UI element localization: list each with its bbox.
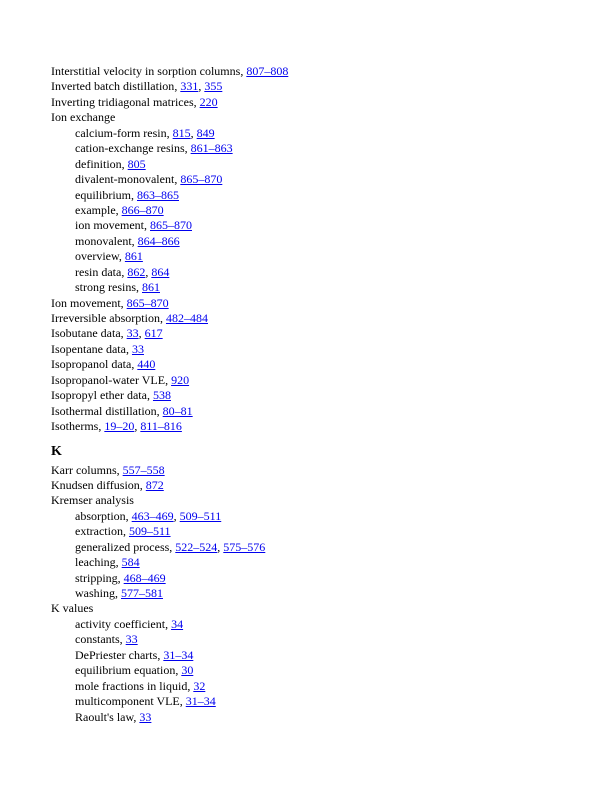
page-link[interactable]: 864–866	[137, 233, 180, 248]
index-term: K values	[51, 601, 94, 616]
page-link[interactable]: 577–581	[121, 586, 163, 600]
index-list	[51, 64, 591, 725]
index-subentry-strong-resins: strong resins, 861	[75, 280, 160, 295]
page-link[interactable]: 584	[121, 555, 140, 570]
page-link[interactable]: 872	[145, 477, 164, 492]
index-subentry-constants: constants, 33	[75, 632, 138, 647]
index-entry-isothermal-distillation: Isothermal distillation, 80–81	[51, 403, 193, 418]
index-subentry-overview: overview, 861	[75, 249, 143, 264]
index-subentry-definition: definition, 805	[75, 156, 146, 171]
page-link[interactable]: 440	[137, 357, 156, 372]
page-link[interactable]: 33	[126, 326, 139, 341]
index-term: multicomponent VLE	[75, 694, 180, 709]
page-link[interactable]: 355	[204, 79, 223, 94]
index-term: example	[75, 202, 116, 217]
index-subentry-stripping: stripping, 468–469	[75, 570, 166, 585]
page-link[interactable]: 468–469	[123, 570, 166, 585]
index-entry-isopropanol-water-vle: Isopropanol-water VLE, 920	[51, 372, 190, 387]
index-term: Karr columns	[51, 462, 117, 477]
page-link[interactable]: 861–863	[190, 141, 233, 156]
index-term: leaching	[75, 555, 116, 570]
page-link[interactable]: 865–870	[180, 172, 223, 187]
page-link[interactable]: 220	[199, 94, 218, 109]
index-term: cation-exchange resins	[75, 141, 185, 156]
index-term: ion movement	[75, 218, 144, 233]
index-entry-ion-movement: Ion movement, 865–870	[51, 295, 169, 310]
index-subentry-equilibrium: equilibrium, 863–865	[75, 187, 179, 202]
index-entry-interstitial-velocity-in-sorption-columns: Interstitial velocity in sorption columns, 807–808	[51, 64, 289, 78]
index-term: strong resins	[75, 280, 136, 295]
page-link[interactable]: 815	[172, 125, 191, 140]
page-link[interactable]: 866–870	[121, 202, 164, 217]
index-term: Inverted batch distillation	[51, 79, 175, 94]
index-term: Ion exchange	[51, 110, 116, 125]
page-link[interactable]: 31–34	[185, 694, 216, 709]
index-subentry-divalent-monovalent: divalent-monovalent, 865–870	[75, 172, 223, 187]
index-subentry-resin-data: resin data, 862, 864	[75, 264, 170, 279]
index-subentry-monovalent: monovalent, 864–866	[75, 233, 180, 248]
index-term: activity coefficient	[75, 616, 166, 631]
index-term: Irreversible absorption	[51, 311, 160, 325]
index-term: Isopropanol-water VLE	[51, 372, 166, 387]
page-link[interactable]: 617	[144, 326, 163, 341]
index-term: Ion movement	[51, 295, 121, 310]
index-term: Isopropanol data	[51, 357, 132, 372]
page-link[interactable]: 805	[127, 156, 146, 171]
section-heading-k: K	[51, 443, 62, 459]
index-subentry-example: example, 866–870	[75, 202, 164, 217]
page-link[interactable]: 920	[171, 372, 190, 387]
index-term: Isopentane data	[51, 341, 126, 356]
index-entry-isopropyl-ether-data: Isopropyl ether data, 538	[51, 388, 171, 403]
index-subentry-equilibrium-equation: equilibrium equation, 30	[75, 663, 194, 678]
page-link[interactable]: 509–511	[128, 524, 171, 539]
index-entry-isopropanol-data: Isopropanol data, 440	[51, 357, 156, 372]
page-link[interactable]: 463–469	[131, 508, 174, 523]
index-term: constants	[75, 632, 120, 647]
index-subentry-calcium-form-resin: calcium-form resin, 815, 849	[75, 125, 215, 140]
index-entry-isobutane-data: Isobutane data, 33, 617	[51, 326, 163, 341]
index-term: mole fractions in liquid	[75, 678, 188, 693]
index-entry-ion-exchange	[51, 110, 591, 125]
page-link[interactable]: 509–511	[179, 508, 222, 523]
page-link[interactable]: 538	[152, 388, 171, 403]
index-entry-isotherms: Isotherms, 19–20, 811–816	[51, 419, 182, 434]
page-link[interactable]: 31–34	[163, 647, 194, 662]
page-link[interactable]: 865–870	[150, 218, 192, 233]
index-entry-k-values	[51, 601, 591, 616]
index-term: Knudsen diffusion	[51, 477, 140, 492]
index-term: divalent-monovalent	[75, 172, 175, 187]
index-subentry-extraction: extraction, 509–511	[75, 524, 171, 539]
page-link[interactable]: 862	[127, 264, 146, 279]
index-term: absorption	[75, 508, 126, 523]
index-term: Inverting tridiagonal matrices	[51, 94, 194, 109]
index-entry-irreversible-absorption: Irreversible absorption, 482–484	[51, 311, 208, 325]
index-term: DePriester charts	[75, 647, 158, 662]
index-term: Interstitial velocity in sorption columns	[51, 64, 241, 78]
page-link[interactable]: 80–81	[162, 403, 193, 418]
index-subentry-activity-coefficient: activity coefficient, 34	[75, 616, 184, 631]
index-subentry-raoult-s-law: Raoult's law, 33	[75, 709, 152, 724]
page-link[interactable]: 482–484	[165, 311, 208, 325]
index-subentry-cation-exchange-resins: cation-exchange resins, 861–863	[75, 141, 233, 156]
index-subentry-washing: washing, 577–581	[75, 586, 163, 600]
index-term: Isothermal distillation	[51, 403, 157, 418]
index-term: Kremser analysis	[51, 493, 134, 508]
page-link[interactable]: 863–865	[137, 187, 179, 202]
page-link[interactable]: 864	[151, 264, 170, 279]
index-term: Isotherms	[51, 419, 99, 434]
index-term: Isopropyl ether data	[51, 388, 147, 403]
index-term: calcium-form resin	[75, 125, 167, 140]
page-link[interactable]: 807–808	[246, 64, 289, 78]
index-term: Isobutane data	[51, 326, 121, 341]
index-term: equilibrium	[75, 187, 131, 202]
page-link[interactable]: 32	[193, 678, 206, 693]
page-link[interactable]: 33	[131, 341, 144, 356]
index-entry-karr-columns: Karr columns, 557–558	[51, 462, 165, 477]
index-entry-isopentane-data: Isopentane data, 33	[51, 341, 144, 356]
page-link[interactable]: 861	[124, 249, 143, 264]
index-subentry-ion-movement: ion movement, 865–870	[75, 218, 192, 233]
index-subentry-mole-fractions-in-liquid: mole fractions in liquid, 32	[75, 678, 206, 693]
index-term: stripping	[75, 570, 118, 585]
page-link[interactable]: 575–576	[223, 539, 266, 554]
index-term: equilibrium equation	[75, 663, 176, 678]
page-link[interactable]: 861	[142, 280, 160, 295]
page-link[interactable]: 34	[171, 616, 184, 631]
index-term: resin data	[75, 264, 122, 279]
index-term: washing	[75, 586, 115, 600]
page-link[interactable]: 331	[180, 79, 199, 94]
index-term: generalized process	[75, 539, 170, 554]
index-term: extraction	[75, 524, 123, 539]
page-link[interactable]: 30	[181, 663, 194, 678]
index-subentry-depriester-charts: DePriester charts, 31–34	[75, 647, 194, 662]
index-entry-inverting-tridiagonal-matrices: Inverting tridiagonal matrices, 220	[51, 94, 218, 109]
page-link[interactable]: 33	[125, 632, 138, 647]
page-link[interactable]: 811–816	[140, 419, 182, 434]
index-term: overview	[75, 249, 119, 264]
index-subentry-generalized-process: generalized process, 522–524, 575–576	[75, 539, 266, 554]
index-subentry-multicomponent-vle: multicomponent VLE, 31–34	[75, 694, 216, 709]
page-link[interactable]: 849	[196, 125, 215, 140]
page-link[interactable]: 557–558	[122, 462, 165, 477]
index-entry-inverted-batch-distillation: Inverted batch distillation, 331, 355	[51, 79, 223, 94]
index-term: Raoult's law	[75, 709, 134, 724]
index-entry-knudsen-diffusion: Knudsen diffusion, 872	[51, 477, 164, 492]
page-link[interactable]: 522–524	[175, 539, 218, 554]
index-entry-kremser-analysis	[51, 493, 591, 508]
index-term: definition	[75, 156, 122, 171]
index-subentry-absorption: absorption, 463–469, 509–511	[75, 508, 222, 523]
page-link[interactable]: 865–870	[126, 295, 169, 310]
page-link[interactable]: 19–20	[104, 419, 135, 434]
page-link[interactable]: 33	[139, 709, 152, 724]
index-subentry-leaching: leaching, 584	[75, 555, 140, 570]
index-term: monovalent	[75, 233, 132, 248]
